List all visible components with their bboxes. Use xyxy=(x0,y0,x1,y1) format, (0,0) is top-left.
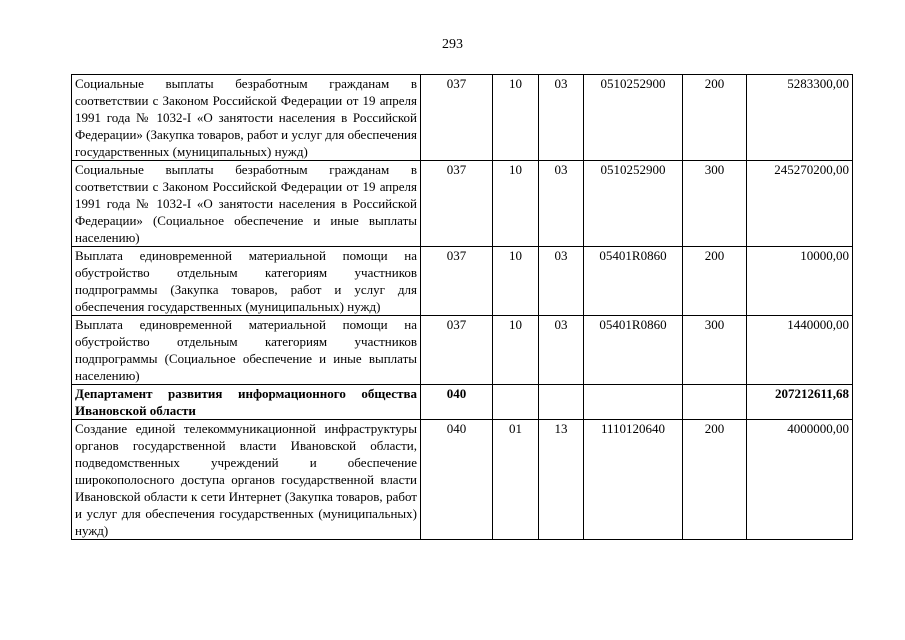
subsection-code: 03 xyxy=(539,316,584,385)
subsection-code: 03 xyxy=(539,247,584,316)
expense-type-code: 300 xyxy=(683,316,747,385)
ministry-code: 040 xyxy=(421,385,493,420)
expense-name: Выплата единовременной материальной помощи на обустройство отдельным категориям участников подпрограммы (Социальное обеспечение и иные выплаты населению) xyxy=(72,316,421,385)
target-article-code xyxy=(584,385,683,420)
ministry-code: 037 xyxy=(421,316,493,385)
subsection-code: 13 xyxy=(539,420,584,540)
department-name: Департамент развития информационного общества Ивановской области xyxy=(72,385,421,420)
expense-name: Создание единой телекоммуникационной инфраструктуры органов государственной власти Ивановской области, подведомственных учреждений и обеспечение широкополосного доступа органов государственной власти Ивановской области к сети Интернет (Закупка товаров, работ и услуг для обеспечения государственных (муниципальных) нужд) xyxy=(72,420,421,540)
section-code: 10 xyxy=(493,161,539,247)
section-code xyxy=(493,385,539,420)
expense-type-code: 200 xyxy=(683,420,747,540)
amount: 245270200,00 xyxy=(747,161,853,247)
table-row xyxy=(72,75,853,161)
expense-type-code xyxy=(683,385,747,420)
department-row xyxy=(72,385,853,420)
subsection-code: 03 xyxy=(539,161,584,247)
target-article-code: 05401R0860 xyxy=(584,316,683,385)
expense-type-code: 200 xyxy=(683,75,747,161)
section-code: 01 xyxy=(493,420,539,540)
expense-name: Выплата единовременной материальной помощи на обустройство отдельным категориям участников подпрограммы (Закупка товаров, работ и услуг для обеспечения государственных (муниципальных) нужд) xyxy=(72,247,421,316)
ministry-code: 040 xyxy=(421,420,493,540)
target-article-code: 05401R0860 xyxy=(584,247,683,316)
section-code: 10 xyxy=(493,75,539,161)
amount: 4000000,00 xyxy=(747,420,853,540)
target-article-code: 1110120640 xyxy=(584,420,683,540)
table-row xyxy=(72,247,853,316)
table-row xyxy=(72,420,853,540)
amount: 5283300,00 xyxy=(747,75,853,161)
ministry-code: 037 xyxy=(421,247,493,316)
expense-type-code: 300 xyxy=(683,161,747,247)
target-article-code: 0510252900 xyxy=(584,161,683,247)
section-code: 10 xyxy=(493,316,539,385)
amount: 10000,00 xyxy=(747,247,853,316)
target-article-code: 0510252900 xyxy=(584,75,683,161)
expense-type-code: 200 xyxy=(683,247,747,316)
subsection-code xyxy=(539,385,584,420)
amount: 1440000,00 xyxy=(747,316,853,385)
table-row xyxy=(72,316,853,385)
section-code: 10 xyxy=(493,247,539,316)
subsection-code: 03 xyxy=(539,75,584,161)
ministry-code: 037 xyxy=(421,75,493,161)
budget-table xyxy=(71,74,853,540)
page-number: 293 xyxy=(442,37,463,52)
expense-name: Социальные выплаты безработным гражданам в соответствии с Законом Российской Федерации от 19 апреля 1991 года № 1032-I «О занятости населения в Российской Федерации» (Закупка товаров, работ и услуг для обеспечения государственных (муниципальных) нужд) xyxy=(72,75,421,161)
expense-name: Социальные выплаты безработным гражданам в соответствии с Законом Российской Федерации от 19 апреля 1991 года № 1032-I «О занятости населения в Российской Федерации» (Социальное обеспечение и иные выплаты населению) xyxy=(72,161,421,247)
amount: 207212611,68 xyxy=(747,385,853,420)
ministry-code: 037 xyxy=(421,161,493,247)
table-row xyxy=(72,161,853,247)
